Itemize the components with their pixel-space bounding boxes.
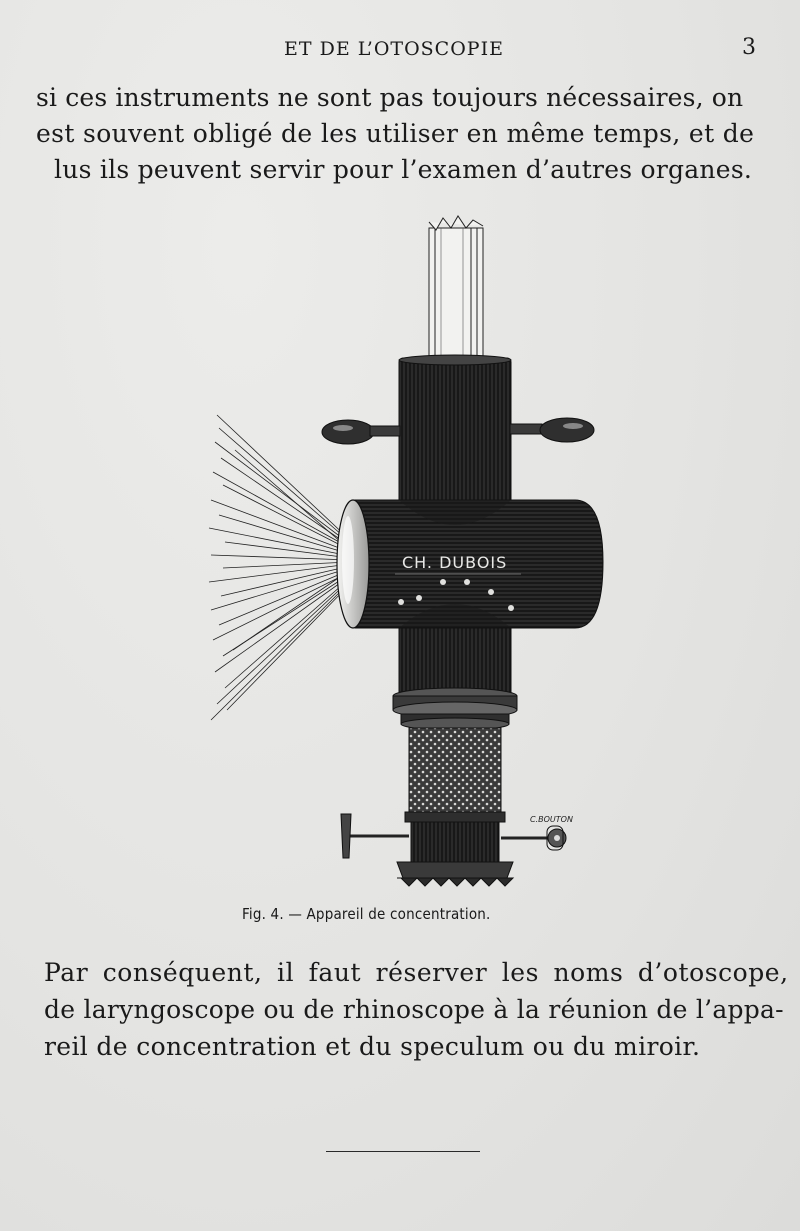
text-line: lus ils peuvent servir pour l’examen d’autres organes. bbox=[54, 155, 753, 184]
text-line: Par conséquent, il faut réserver les noms d’otoscope, bbox=[44, 958, 789, 987]
paragraph-top bbox=[36, 80, 754, 188]
lamp-engraving bbox=[205, 210, 615, 900]
text-line: si ces instruments ne sont pas toujours nécessaires, on bbox=[36, 83, 744, 112]
section-rule bbox=[326, 1151, 480, 1152]
text-line: de laryngoscope ou de rhinoscope à la réunion de l’appa- bbox=[44, 995, 784, 1024]
paragraph-bottom bbox=[44, 954, 789, 1065]
right-knob bbox=[510, 418, 594, 442]
text-line: est souvent obligé de les utiliser en même temps, et de bbox=[36, 119, 755, 148]
burner-base bbox=[397, 862, 513, 878]
light-rays bbox=[209, 415, 350, 720]
text-line: reil de concentration et du speculum ou du miroir. bbox=[44, 1032, 701, 1061]
figure-illustration bbox=[205, 210, 615, 900]
engraver-signature: C.BOUTON bbox=[530, 815, 573, 824]
collar bbox=[393, 688, 517, 730]
burner-mesh bbox=[409, 728, 501, 820]
running-head: ET DE L’OTOSCOPIE bbox=[284, 38, 504, 60]
glass-chimney bbox=[429, 216, 483, 362]
page-number: 3 bbox=[742, 35, 756, 60]
left-knob bbox=[322, 420, 400, 444]
lower-tube bbox=[399, 628, 511, 692]
maker-inscription: CH. DUBOIS bbox=[402, 553, 508, 572]
figure-caption: Fig. 4. — Appareil de concentration. bbox=[242, 905, 491, 923]
